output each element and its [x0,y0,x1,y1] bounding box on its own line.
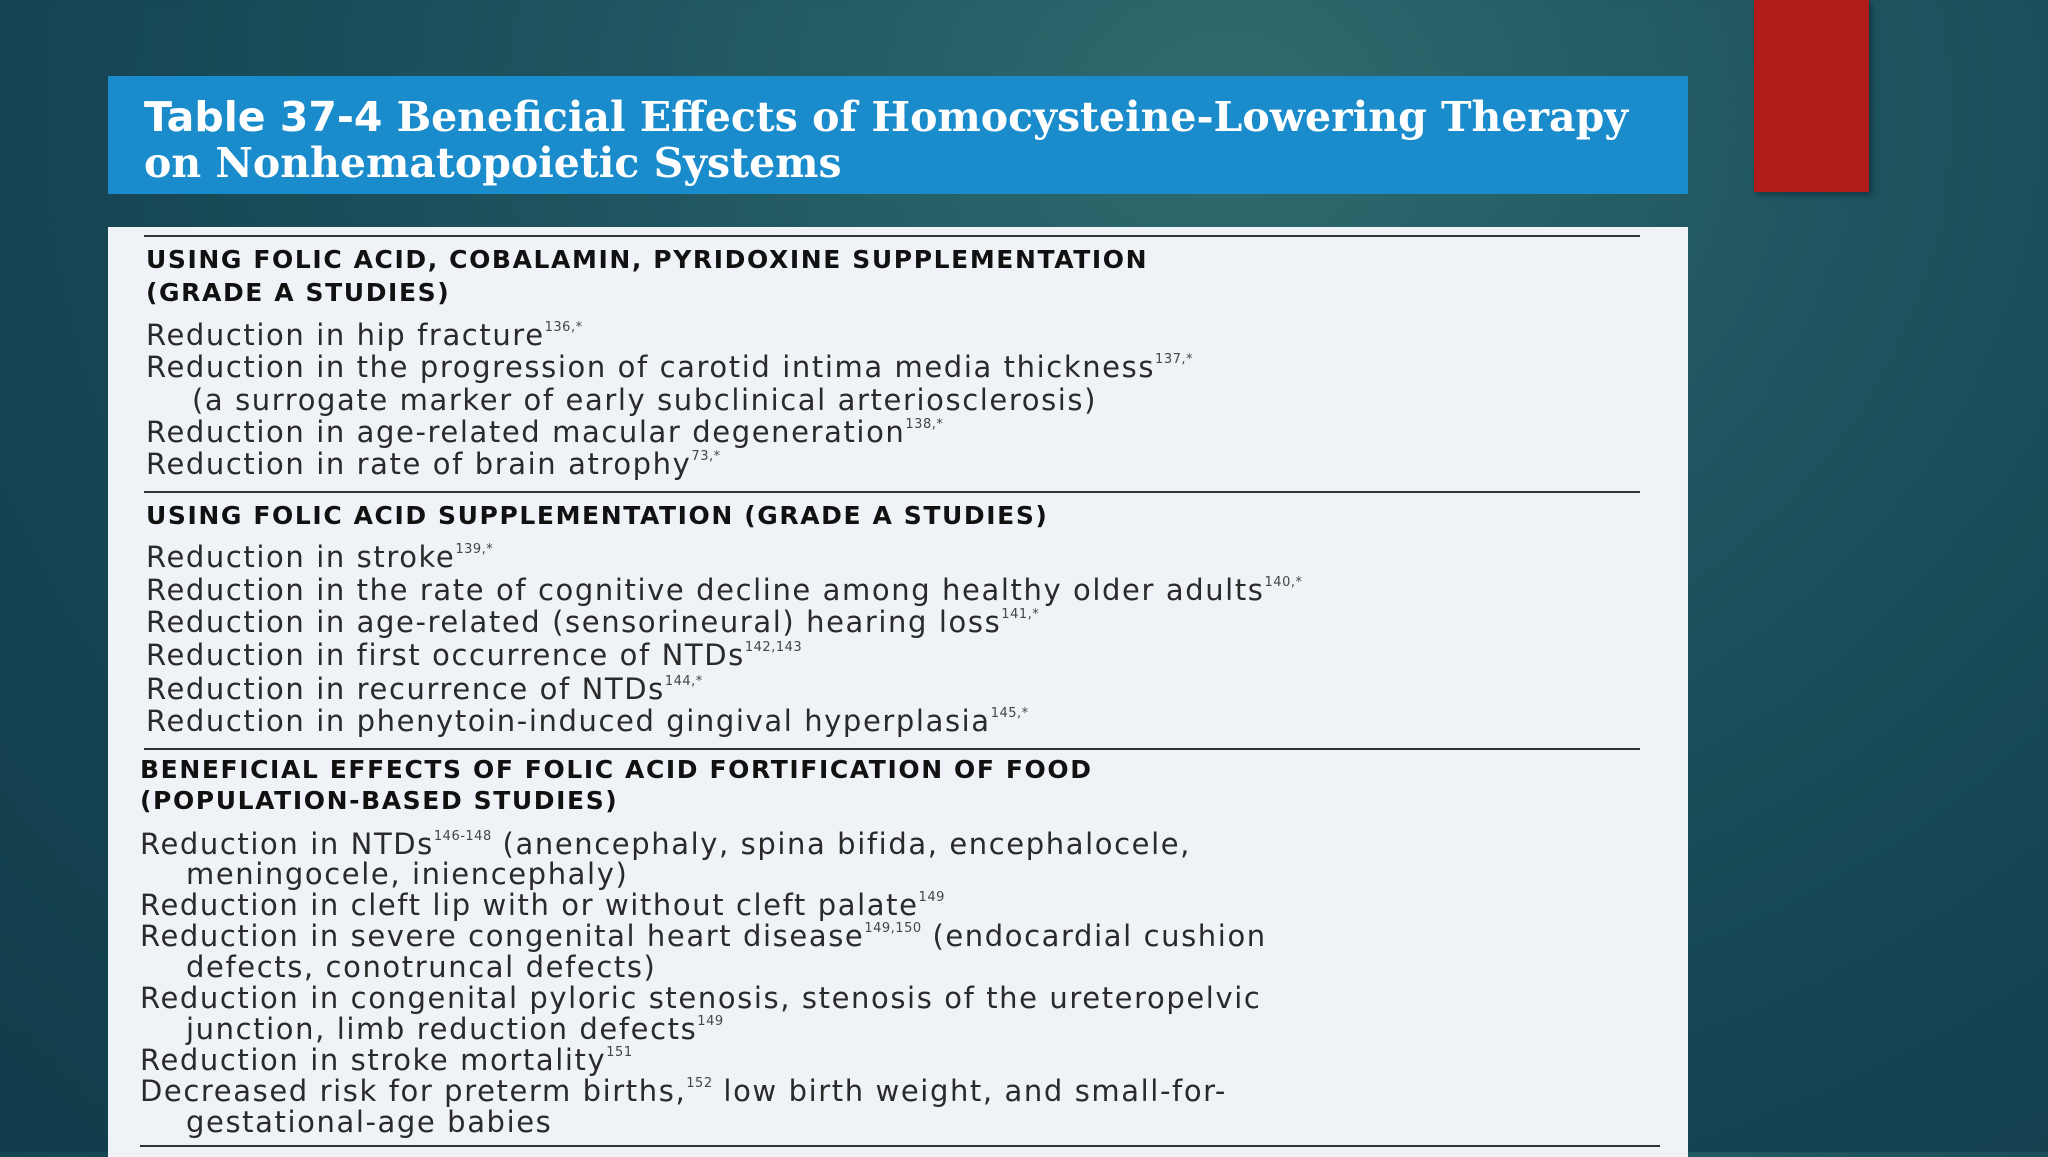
table-title-bar [108,76,1688,194]
reference-superscript: 144,* [664,674,703,689]
list-item-cont: (a surrogate marker of early subclinical arteriosclerosis) [192,383,1098,417]
list-item: Reduction in stroke$^{139,*}$ [146,540,494,574]
section-rule [144,491,1640,493]
reference-superscript: 149 [697,1014,724,1029]
table-bottom-rule [140,1145,1660,1147]
reference-superscript: 145,* [990,706,1029,721]
table-title-line-2: on Nonhematopoietic Systems [144,139,842,187]
section-heading-cont: (GRADE A STUDIES) [146,278,451,307]
list-item: Reduction in first occurrence of NTDs$^{142,143}$ [146,638,803,672]
list-item: Reduction in the progression of carotid intima media thickness$^{137,*}$ [146,350,1193,384]
list-item: Reduction in the rate of cognitive decline among healthy older adults$^{140,*}$ [146,573,1303,607]
list-item: Reduction in NTDs$^{146-148}$ (anencephaly, spina bifida, encephalocele, [140,827,1192,861]
reference-superscript: 149,150 [864,921,922,936]
reference-superscript: 142,143 [744,640,803,655]
list-item-cont: defects, conotruncal defects) [186,950,657,984]
list-item: Reduction in severe congenital heart disease$^{149,150}$ (endocardial cushion [140,919,1267,953]
list-item-cont: meningocele, iniencephaly) [186,857,629,891]
table-title-text: Beneficial Effects of Homocysteine-Lowering Therapy [396,93,1629,141]
list-item: Reduction in age-related macular degeneration$^{138,*}$ [146,415,944,449]
list-item: Reduction in age-related (sensorineural) hearing loss$^{141,*}$ [146,605,1040,639]
section-heading: BENEFICIAL EFFECTS OF FOLIC ACID FORTIFICATION OF FOOD [140,755,1093,784]
red-accent-block [1754,0,1869,192]
list-item: Reduction in recurrence of NTDs$^{144,*}$ [146,672,703,706]
reference-superscript: 137,* [1155,352,1193,367]
reference-superscript: 151 [606,1045,633,1060]
reference-superscript: 138,* [905,417,944,432]
section-heading: USING FOLIC ACID SUPPLEMENTATION (GRADE A STUDIES) [146,501,1049,530]
reference-superscript: 140,* [1264,575,1303,590]
reference-superscript: 146-148 [433,829,492,844]
reference-superscript: 139,* [455,542,494,557]
reference-superscript: 149 [918,890,945,905]
section-heading: USING FOLIC ACID, COBALAMIN, PYRIDOXINE SUPPLEMENTATION [146,245,1149,274]
reference-superscript: 152 [686,1076,713,1091]
list-item: Reduction in phenytoin-induced gingival hyperplasia$^{145,*}$ [146,704,1029,738]
list-item: Reduction in cleft lip with or without cleft palate$^{149}$ [140,888,945,922]
section-rule [144,748,1640,750]
list-item: Reduction in stroke mortality$^{151}$ [140,1043,633,1077]
reference-superscript: 136,* [544,320,583,335]
list-item-cont: gestational-age babies [186,1105,553,1139]
reference-superscript: 141,* [1001,607,1040,622]
table-title-line-1 [144,94,1688,140]
reference-superscript: 73,* [691,449,721,464]
list-item: Reduction in rate of brain atrophy$^{73,*}$ [146,447,721,481]
section-heading-cont: (POPULATION-BASED STUDIES) [140,786,619,815]
table-number: Table 37-4 [144,93,383,141]
list-item: Reduction in congenital pyloric stenosis, stenosis of the ureteropelvic [140,981,1262,1015]
list-item-cont: junction, limb reduction defects$^{149}$ [186,1012,724,1046]
list-item: Reduction in hip fracture$^{136,*}$ [146,318,583,352]
section-rule [144,235,1640,237]
list-item: Decreased risk for preterm births,$^{152}$ low birth weight, and small-for- [140,1074,1227,1108]
table-body [108,227,1688,1157]
